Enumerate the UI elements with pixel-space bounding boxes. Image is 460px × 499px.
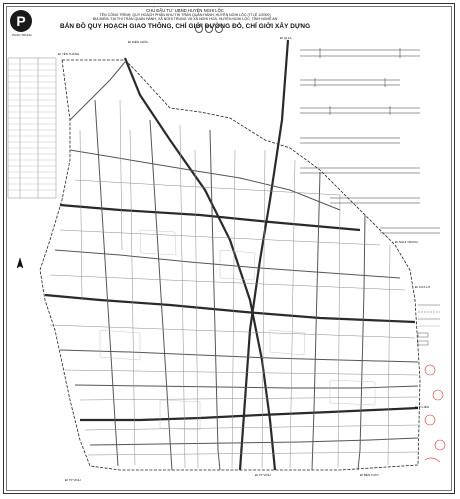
header-investor: CHỦ ĐẦU TƯ: UBND HUYỆN NGHI LỘC (146, 8, 224, 13)
secondary-road (95, 100, 118, 466)
road-label: ĐI CỬA LÒ (415, 285, 431, 289)
secondary-road (60, 350, 418, 362)
road-label: ĐI TP VINH (255, 473, 271, 477)
local-street (120, 100, 122, 250)
road-label: ĐI TP VINH (65, 478, 81, 482)
local-street (85, 425, 418, 430)
right-legend (418, 305, 440, 345)
local-street (80, 130, 82, 300)
secondary-road (70, 62, 125, 120)
secondary-road (150, 120, 172, 470)
map-title: BẢN ĐỒ QUY HOẠCH GIAO THÔNG, CHỈ GIỚI ĐƯỜNG ĐỎ, CHỈ GIỚI XÂY DỰNG (60, 22, 311, 30)
local-street (290, 160, 295, 468)
local-street (262, 150, 265, 468)
road-cross-sections (300, 48, 440, 233)
local-street (50, 275, 405, 290)
road-label: ĐI QL1A (280, 36, 292, 40)
logo-glyph: P (16, 13, 26, 29)
secondary-road (210, 130, 220, 470)
local-street (195, 150, 198, 468)
road-label: ĐI DIỄN CHÂU (128, 40, 149, 44)
road-label: ĐI TỈ LIÊN (415, 405, 429, 409)
block-outline (330, 380, 375, 405)
road-east-west-3 (80, 408, 418, 420)
secondary-road (312, 172, 320, 470)
secondary-road (70, 150, 340, 210)
road-label: ĐI YÊN THÀNH (58, 52, 80, 56)
block-outline (160, 400, 200, 430)
road-east-west-2 (60, 205, 360, 230)
logo-caption: PHAN TRUNG (12, 33, 32, 37)
secondary-road (90, 438, 418, 445)
legend-table (8, 58, 56, 198)
local-street (88, 452, 418, 455)
local-street (338, 195, 340, 468)
local-street (50, 325, 415, 338)
secondary-road (358, 215, 365, 470)
local-street (130, 130, 135, 465)
road-label: ĐI BỂN THỦY (360, 473, 379, 477)
north-arrow-icon (17, 258, 23, 268)
road-east-west-1 (45, 295, 415, 322)
header-project: TÊN CÔNG TRÌNH: QUY HOẠCH PHÂN KHU THỊ TRẤN QUÁN HÀNH, HUYỆN NGHI LỘC (TỈ LỆ 1/2000) (99, 13, 271, 17)
road-label: ĐI NGHI TRUNG (395, 240, 418, 244)
local-street (180, 125, 185, 468)
header-location: ĐỊA ĐIỂM: TẠI THỊ TRẤN QUÁN HÀNH, XÃ NGHI TRUNG VÀ XÃ NGHI HOA, HUYỆN NGHI LỘC, TỈNH NGHỆ AN (92, 17, 278, 22)
block-outline (100, 330, 140, 360)
local-street (80, 397, 418, 400)
secondary-road (55, 250, 400, 278)
local-street (388, 245, 390, 465)
local-street (60, 230, 380, 245)
local-street (232, 150, 235, 468)
approval-stamps (425, 365, 445, 462)
local-street (65, 370, 418, 375)
